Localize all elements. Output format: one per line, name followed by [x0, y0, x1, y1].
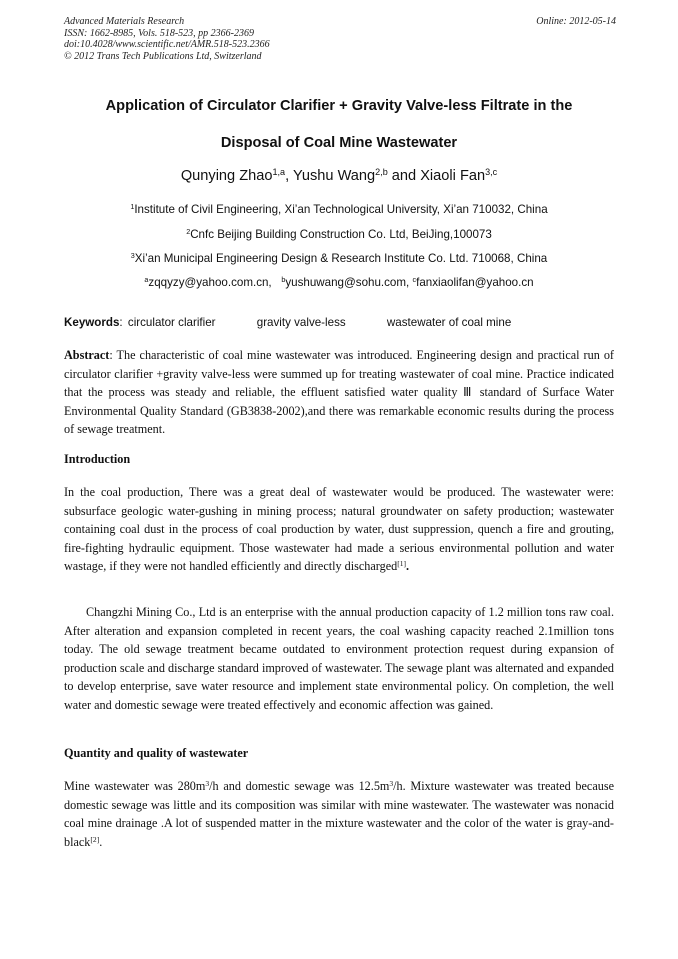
introduction-paragraph-2 [64, 603, 614, 715]
journal-header [64, 16, 616, 62]
author-sep: , [285, 168, 293, 184]
keywords-label: Keywords [64, 316, 120, 329]
affiliation-text: Cnfc Beijing Building Construction Co. Ltd, BeiJing,100073 [190, 228, 492, 241]
keyword-item: gravity valve-less [256, 316, 346, 329]
keyword-item: wastewater of coal mine [386, 316, 512, 329]
doi-line: doi:10.4028/www.scientific.net/AMR.518-523.2366 [64, 39, 270, 51]
title-line-2: Disposal of Coal Mine Wastewater [220, 135, 458, 151]
author-sup: 3,c [485, 167, 498, 178]
affiliation-1 [40, 203, 638, 217]
keywords-line [64, 316, 624, 330]
affiliation-text: Xi’an Municipal Engineering Design & Research Institute Co. Ltd. 710068, China [134, 252, 548, 265]
paragraph-text: Changzhi Mining Co., Ltd is an enterprise with the annual production capacity of 1.2 million tons raw coal. After alteration and expansion completed in recent years, the coal washing capacity reached 2.1million tons today. The old sewage treatment became outdated to environment protection request during expansion of production scale and discharge standard improved of wastewater. The sewage plant was alternated and expanded to develop enterprise, save water resource and implement state environmental policy. On completion, the well water and domestic sewage were treated effectively and economic affection was gained. [64, 605, 614, 712]
author-sup: 1,a [272, 167, 286, 178]
affiliation-2 [40, 228, 638, 242]
introduction-paragraph-1 [64, 483, 614, 576]
unit-sup: 3 [205, 778, 210, 788]
paragraph-end: . [406, 559, 410, 574]
author-name: Qunying Zhao [180, 168, 273, 184]
citation-ref: [1] [397, 559, 407, 569]
author-list [40, 166, 638, 186]
author-sup: 2,b [375, 167, 388, 178]
author-name: Xiaoli Fan [420, 168, 486, 184]
keyword-item: circulator clarifier [127, 316, 216, 329]
paragraph-text: In the coal production, There was a great deal of wastewater would be produced. The wastewater were: subsurface geologic water-gushing in mining process; natural groundwater on safety production; wastewater containing coal dust in the process of coal production by water, dust suppression, quench a fire and grouting, fire-fighting hydraulic equipment. Those wastewater had made a serious environmental pollution and water wastage, if they were not handled efficiently and directly discharged [64, 485, 614, 574]
online-date: Online: 2012-05-14 [536, 16, 616, 27]
issn-line: ISSN: 1662-8985, Vols. 518-523, pp 2366-2369 [64, 27, 254, 39]
affiliation-sup: 1 [130, 202, 135, 212]
quantity-paragraph [64, 777, 614, 851]
affiliation-sup: 2 [186, 227, 191, 237]
citation-ref: [2] [90, 834, 100, 844]
email-link[interactable]: zqqyzy@yahoo.com.cn, [148, 276, 272, 289]
abstract-paragraph [64, 346, 614, 439]
email-sup: b [281, 275, 286, 285]
paper-title [40, 88, 638, 162]
affiliation-sup: 3 [130, 251, 135, 261]
email-link[interactable]: yushuwang@sohu.com, [285, 276, 410, 289]
paragraph-end: . [99, 834, 103, 849]
affiliation-3 [40, 252, 638, 266]
title-line-1: Application of Circulator Clarifier + Gravity Valve-less Filtrate in the [105, 98, 573, 114]
email-sup: c [412, 275, 417, 285]
copyright-line: © 2012 Trans Tech Publications Ltd, Switzerland [64, 50, 262, 62]
keywords-sep: : [119, 316, 123, 329]
author-name: Yushu Wang [292, 168, 376, 184]
paragraph-text: Mine wastewater was 280m [64, 779, 206, 793]
paragraph-text: /h. Mixture wastewater was treated because domestic sewage was little and its composition was similar with mine wastewater. The wastewater was nonacid coal mine drainage .A lot of suspended matter in the mixture wastewater and the color of the water is gray-and-black [64, 779, 614, 849]
unit-sup: 3 [389, 778, 394, 788]
introduction-heading: Introduction [64, 452, 131, 466]
journal-name: Advanced Materials Research [64, 16, 185, 27]
email-line [40, 276, 638, 290]
affiliation-text: Institute of Civil Engineering, Xi’an Technological University, Xi’an 710032, China [134, 203, 548, 216]
author-sep: and [387, 168, 421, 184]
quantity-heading: Quantity and quality of wastewater [64, 746, 249, 760]
paragraph-text: /h and domestic sewage was 12.5m [209, 779, 390, 793]
abstract-label: Abstract [64, 348, 110, 362]
email-sup: a [144, 275, 149, 285]
abstract-text: : The characteristic of coal mine wastewater was introduced. Engineering design and practical run of circulator clarifier +gravity valve-less were summed up for treating wastewater of coal mine. Practice indicated that the process was steady and reliable, the effluent satisfied water quality Ⅲ standard of Surface Water Environmental Quality Standard (GB3838-2002),and there was remarkable economic results during the process of sewage treatment. [64, 348, 614, 437]
email-link[interactable]: fanxiaolifan@yahoo.cn [416, 276, 534, 289]
